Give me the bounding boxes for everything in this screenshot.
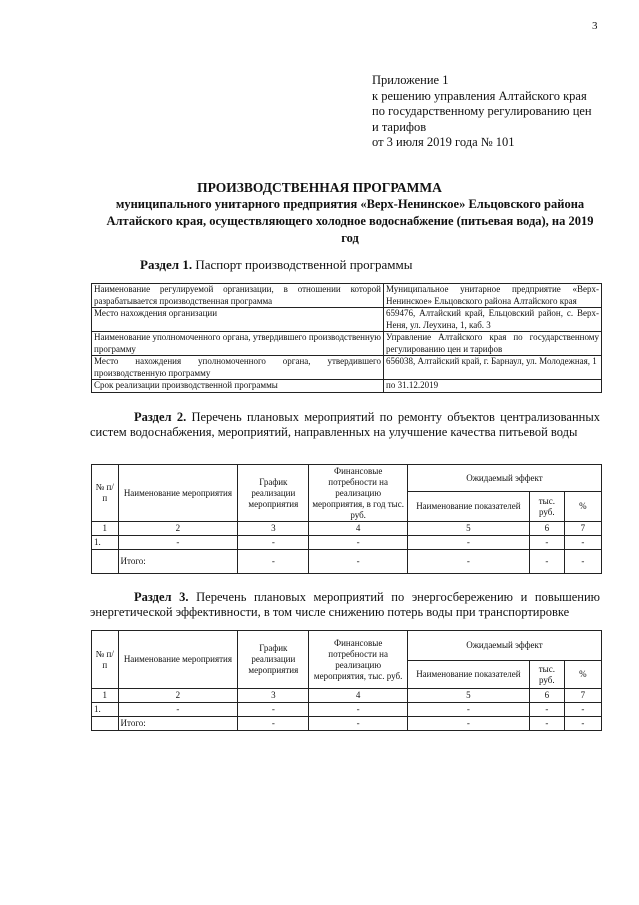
table-row <box>92 284 602 308</box>
appendix-line: от 3 июля 2019 года № 101 <box>372 135 515 149</box>
table-cell: - <box>407 717 529 731</box>
table-cell: - <box>407 550 529 574</box>
table-cell: - <box>564 550 601 574</box>
passport-cell-label: Место нахождения уполномоченного органа, утвердившего производственную программу <box>92 356 384 380</box>
table-cell: - <box>118 536 238 550</box>
table-row <box>92 522 602 536</box>
passport-cell-value: 659476, Алтайский край, Ельцовский район, с. Верх-Неня, ул. Леухина, 1, каб. 3 <box>384 308 602 332</box>
table-cell <box>92 717 119 731</box>
column-number: 4 <box>309 689 408 703</box>
column-number: 7 <box>564 522 601 536</box>
table-cell: 1. <box>92 536 119 550</box>
section2-heading <box>90 410 600 440</box>
table-row <box>92 308 602 332</box>
column-number: 5 <box>407 522 529 536</box>
table-cell: - <box>529 717 564 731</box>
section3-table <box>91 630 602 731</box>
appendix-line: и тарифов <box>372 119 427 134</box>
column-number: 2 <box>118 689 238 703</box>
table-cell: - <box>529 703 564 717</box>
table-cell: - <box>238 550 309 574</box>
passport-cell-label: Срок реализации производственной программы <box>92 380 384 393</box>
table-cell: - <box>564 703 601 717</box>
section1-text: Паспорт производственной программы <box>195 257 413 272</box>
column-number: 4 <box>309 522 408 536</box>
table-header-row <box>92 631 602 661</box>
col-header-schedule: График реализации мероприятия <box>238 631 309 689</box>
passport-cell-value: 656038, Алтайский край, г. Барнаул, ул. Молодежная, 1 <box>384 356 602 380</box>
table-cell: - <box>238 536 309 550</box>
table-row-total <box>92 550 602 574</box>
total-label: Итого: <box>118 550 238 574</box>
table-cell: - <box>309 536 408 550</box>
col-header-finance: Финансовые потребности на реализацию мероприятия, в год тыс. руб. <box>309 465 408 522</box>
table-cell: - <box>564 536 601 550</box>
col-header-pct: % <box>564 492 601 522</box>
table-cell <box>92 550 119 574</box>
table-row <box>92 689 602 703</box>
table-row <box>92 356 602 380</box>
page-number: 3 <box>592 20 598 32</box>
table-cell: - <box>407 703 529 717</box>
section2-text: Перечень плановых мероприятий по ремонту объектов централизованных систем водоснабжения, мероприятий, направленных на улучшение качества питьевой воды <box>90 410 600 439</box>
col-header-num: № п/п <box>92 631 119 689</box>
column-number: 3 <box>238 689 309 703</box>
section3-text: Перечень плановых мероприятий по энергосбережению и повышению энергетической эффективности, в том числе снижению потерь воды при транспортировке <box>90 590 601 619</box>
column-number: 3 <box>238 522 309 536</box>
passport-cell-label: Наименование регулируемой организации, в отношении которой разрабатывается производственная программа <box>92 284 384 308</box>
document-title: ПРОИЗВОДСТВЕННАЯ ПРОГРАММА <box>197 180 442 195</box>
section2-label: Раздел 2. <box>134 410 187 424</box>
table-row-total <box>92 717 602 731</box>
col-header-finance: Финансовые потребности на реализацию мероприятия, тыс. руб. <box>309 631 408 689</box>
col-header-effect: Ожидаемый эффект <box>407 465 601 492</box>
document-subtitle: муниципального унитарного предприятия «Верх-Ненинское» Ельцовского района Алтайского края, осуществляющего холодное водоснабжение (питьевая вода), на 2019 год <box>106 197 594 245</box>
section3-heading <box>90 590 600 620</box>
table-cell: - <box>118 703 238 717</box>
passport-cell-value: Муниципальное унитарное предприятие «Верх-Ненинское» Ельцовского района Алтайского края <box>384 284 602 308</box>
table-cell: - <box>529 550 564 574</box>
col-header-name: Наименование мероприятия <box>118 631 238 689</box>
table-cell: - <box>309 717 408 731</box>
section1-label: Раздел 1. <box>140 257 193 272</box>
col-header-indicator: Наименование показателей <box>407 492 529 522</box>
passport-cell-value: Управление Алтайского края по государственному регулированию цен и тарифов <box>384 332 602 356</box>
table-cell: - <box>309 703 408 717</box>
column-number: 6 <box>529 689 564 703</box>
col-header-schedule: График реализации мероприятия <box>238 465 309 522</box>
column-number: 1 <box>92 522 119 536</box>
col-header-rub: тыс. руб. <box>529 492 564 522</box>
table-row <box>92 536 602 550</box>
col-header-pct: % <box>564 661 601 689</box>
section1-heading <box>140 257 412 273</box>
column-number: 2 <box>118 522 238 536</box>
appendix-line: по государственному регулированию цен <box>372 104 592 118</box>
column-number: 5 <box>407 689 529 703</box>
table-row <box>92 380 602 393</box>
section3-label: Раздел 3. <box>134 590 189 604</box>
table-cell: - <box>238 703 309 717</box>
table-cell: - <box>529 536 564 550</box>
col-header-indicator: Наименование показателей <box>407 661 529 689</box>
passport-table <box>91 283 602 393</box>
table-row <box>92 332 602 356</box>
table-cell: 1. <box>92 703 119 717</box>
appendix-note <box>372 73 612 151</box>
appendix-line: Приложение 1 <box>372 73 449 87</box>
table-header-row <box>92 465 602 492</box>
col-header-effect: Ожидаемый эффект <box>407 631 601 661</box>
passport-cell-value: по 31.12.2019 <box>384 380 602 393</box>
table-cell: - <box>309 550 408 574</box>
passport-cell-label: Наименование уполномоченного органа, утвердившего производственную программу <box>92 332 384 356</box>
col-header-name: Наименование мероприятия <box>118 465 238 522</box>
column-number: 7 <box>564 689 601 703</box>
col-header-num: № п/п <box>92 465 119 522</box>
table-cell: - <box>407 536 529 550</box>
column-number: 6 <box>529 522 564 536</box>
column-number: 1 <box>92 689 119 703</box>
table-row <box>92 703 602 717</box>
appendix-line: к решению управления Алтайского края <box>372 88 587 103</box>
col-header-rub: тыс. руб. <box>529 661 564 689</box>
section2-table <box>91 464 602 574</box>
passport-cell-label: Место нахождения организации <box>92 308 384 332</box>
total-label: Итого: <box>118 717 238 731</box>
table-cell: - <box>238 717 309 731</box>
table-cell: - <box>564 717 601 731</box>
